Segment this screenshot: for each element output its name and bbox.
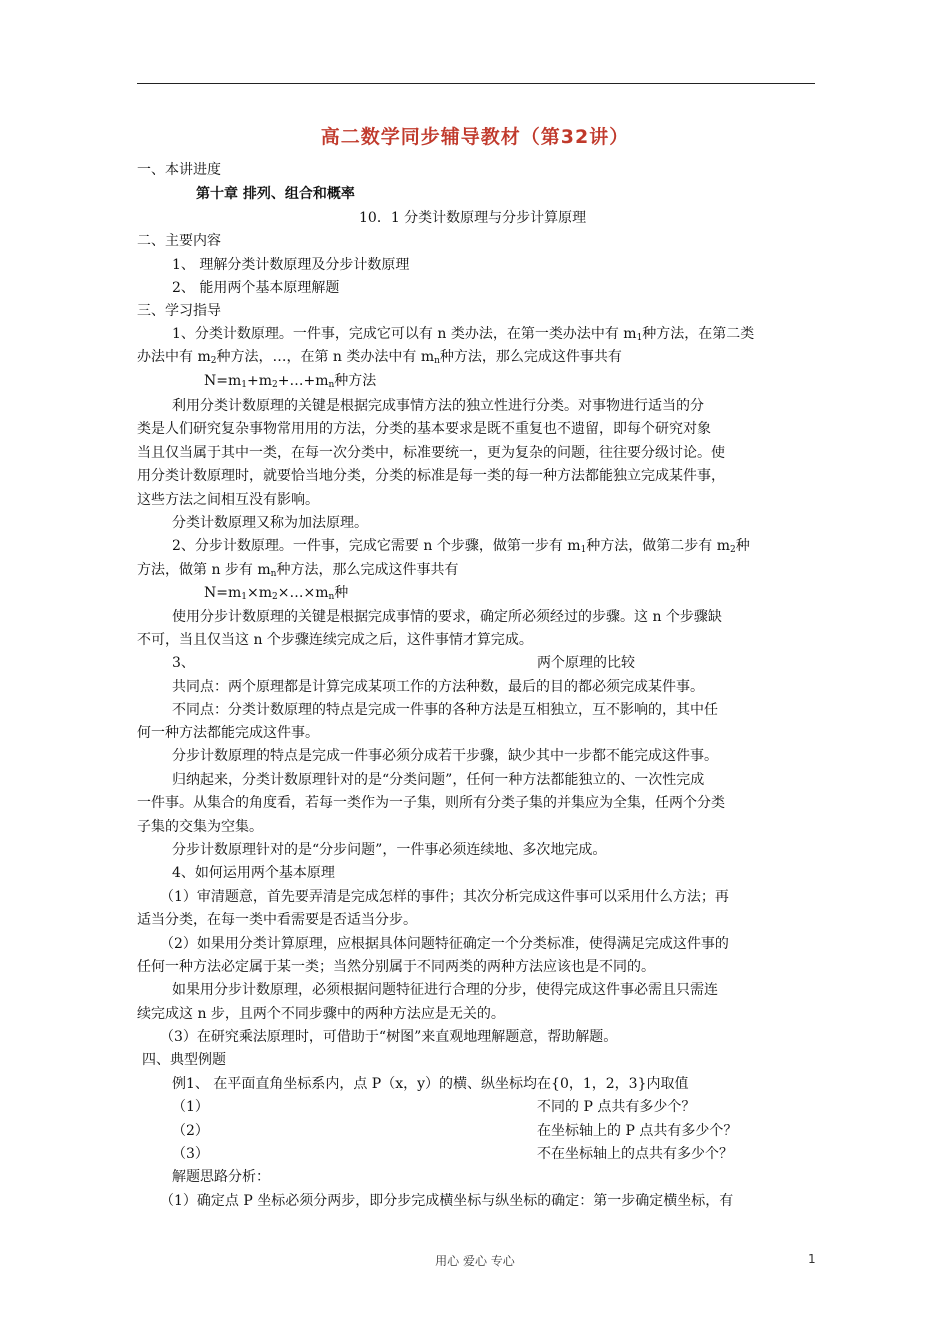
analysis-heading: 解题思路分析： (172, 1169, 270, 1185)
paragraph-line: 何一种方法都能完成这件事。 (137, 725, 319, 741)
paragraph-line: 续完成这 n 步，且两个不同步骤中的两种方法应是无关的。 (137, 1006, 505, 1022)
section-heading-4: 四、典型例题 (142, 1052, 226, 1068)
paragraph-line: 这些方法之间相互没有影响。 (137, 492, 319, 508)
paragraph-line: 一件事。从集合的角度看，若每一类作为一子集，则所有分类子集的并集应为全集，任两个分类 (137, 795, 725, 811)
paragraph-line: 分步计数原理的特点是完成一件事必须分成若干步骤，缺少其中一步都不能完成这件事。 (172, 748, 718, 764)
content-item-1: 1、 理解分类计数原理及分步计数原理 (172, 257, 410, 273)
question-text: 不在坐标轴上的点共有多少个？ (537, 1146, 733, 1162)
paragraph-line: 分类计数原理又称为加法原理。 (172, 515, 368, 531)
paragraph-line: 子集的交集为空集。 (137, 819, 263, 835)
paragraph-line: 方法，做第 n 步有 $m_n$种方法，那么完成这件事共有 (137, 562, 459, 579)
paragraph-line: 任何一种方法必定属于某一类；当然分别属于不同两类的两种方法应该也是不同的。 (137, 959, 655, 975)
paragraph-line: 共同点：两个原理都是计算完成某项工作的方法种数，最后的目的都必须完成某件事。 (172, 679, 704, 695)
content-item-2: 2、 能用两个基本原理解题 (172, 280, 340, 296)
paragraph-line: 归纳起来，分类计数原理针对的是“分类问题”，任何一种方法都能独立的、一次性完成 (172, 772, 705, 788)
paragraph-line: 使用分步计数原理的关键是根据完成事情的要求，确定所必须经过的步骤。这 n 个步骤缺 (172, 609, 722, 625)
section-heading-3: 三、学习指导 (137, 303, 221, 319)
paragraph-line: 1、分类计数原理。一件事，完成它可以有 n 类办法，在第一类办法中有 $m_1$种方法，在第二类 (172, 326, 755, 343)
page-footer: 用心 爱心 专心 (435, 1254, 515, 1268)
paragraph-line: 当且仅当属于其中一类，在每一次分类中，标准要统一，更为复杂的问题，往往要分级讨论。使 (137, 445, 725, 461)
paragraph-line: 不同点：分类计数原理的特点是完成一件事的各种方法是互相独立，互不影响的，其中任 (172, 702, 718, 718)
paragraph-line: 适当分类，在每一类中看需要是否适当分步。 (137, 912, 417, 928)
paragraph-line: 不可，当且仅当这 n 个步骤连续完成之后，这件事情才算完成。 (137, 632, 533, 648)
header-rule (137, 83, 815, 84)
paragraph-line: 如果用分步计数原理，必须根据问题特征进行合理的分步，使得完成这件事必需且只需连 (172, 982, 718, 998)
formula-product: $N=m_1\times m_2\times\dots\times m_n$种 (204, 585, 349, 602)
chapter-heading: 第十章 排列、组合和概率 (196, 186, 355, 202)
formula-sum: $N=m_1+m_2+\dots+m_n$种方法 (204, 373, 377, 390)
paragraph-line: 类是人们研究复杂事物常用用的方法，分类的基本要求是既不重复也不遗留，即每个研究对象 (137, 421, 711, 437)
question-text: 不同的 P 点共有多少个？ (537, 1099, 696, 1115)
paragraph-line: 利用分类计数原理的关键是根据完成事情方法的独立性进行分类。对事物进行适当的分 (172, 398, 704, 414)
page-title: 高二数学同步辅导教材（第32讲） (320, 126, 630, 148)
question-text: 在坐标轴上的 P 点共有多少个？ (537, 1123, 738, 1139)
paragraph-line: 4、如何运用两个基本原理 (172, 865, 335, 881)
paragraph-line: 分步计数原理针对的是“分步问题”，一件事必须连续地、多次地完成。 (172, 842, 607, 858)
paragraph-line: （1）确定点 P 坐标必须分两步，即分步完成横坐标与纵坐标的确定：第一步确定横坐标，有 (160, 1193, 734, 1209)
paragraph-line: （2）如果用分类计算原理，应根据具体问题特征确定一个分类标准，使得满足完成这件事的 (160, 936, 729, 952)
example-1: 例1、 在平面直角坐标系内，点 P（x，y）的横、纵坐标均在{0，1，2，3}内取值 (172, 1076, 689, 1092)
question-number: （1） (172, 1099, 209, 1115)
comparison-heading: 两个原理的比较 (537, 655, 635, 671)
paragraph-line: 3、 (172, 655, 195, 671)
section-heading-2: 二、主要内容 (137, 233, 221, 249)
subsection-heading: 10．1 分类计数原理与分步计算原理 (359, 210, 587, 226)
paragraph-line: （3）在研究乘法原理时，可借助于“树图”来直观地理解题意，帮助解题。 (160, 1029, 618, 1045)
paragraph-line: （1）审清题意，首先要弄清是完成怎样的事件；其次分析完成这件事可以采用什么方法；再 (160, 889, 729, 905)
page-number: 1 (808, 1252, 816, 1266)
question-number: （2） (172, 1123, 209, 1139)
paragraph-line: 用分类计数原理时，就要恰当地分类，分类的标准是每一类的每一种方法都能独立完成某件事， (137, 468, 725, 484)
question-number: （3） (172, 1146, 209, 1162)
paragraph-line: 办法中有 $m_2$种方法，…，在第 n 类办法中有 $m_n$种方法，那么完成这件事共有 (137, 349, 622, 366)
section-heading-1: 一、本讲进度 (137, 162, 221, 178)
paragraph-line: 2、分步计数原理。一件事，完成它需要 n 个步骤，做第一步有 $m_1$种方法，做第二步有 $m_2$种 (172, 538, 750, 555)
